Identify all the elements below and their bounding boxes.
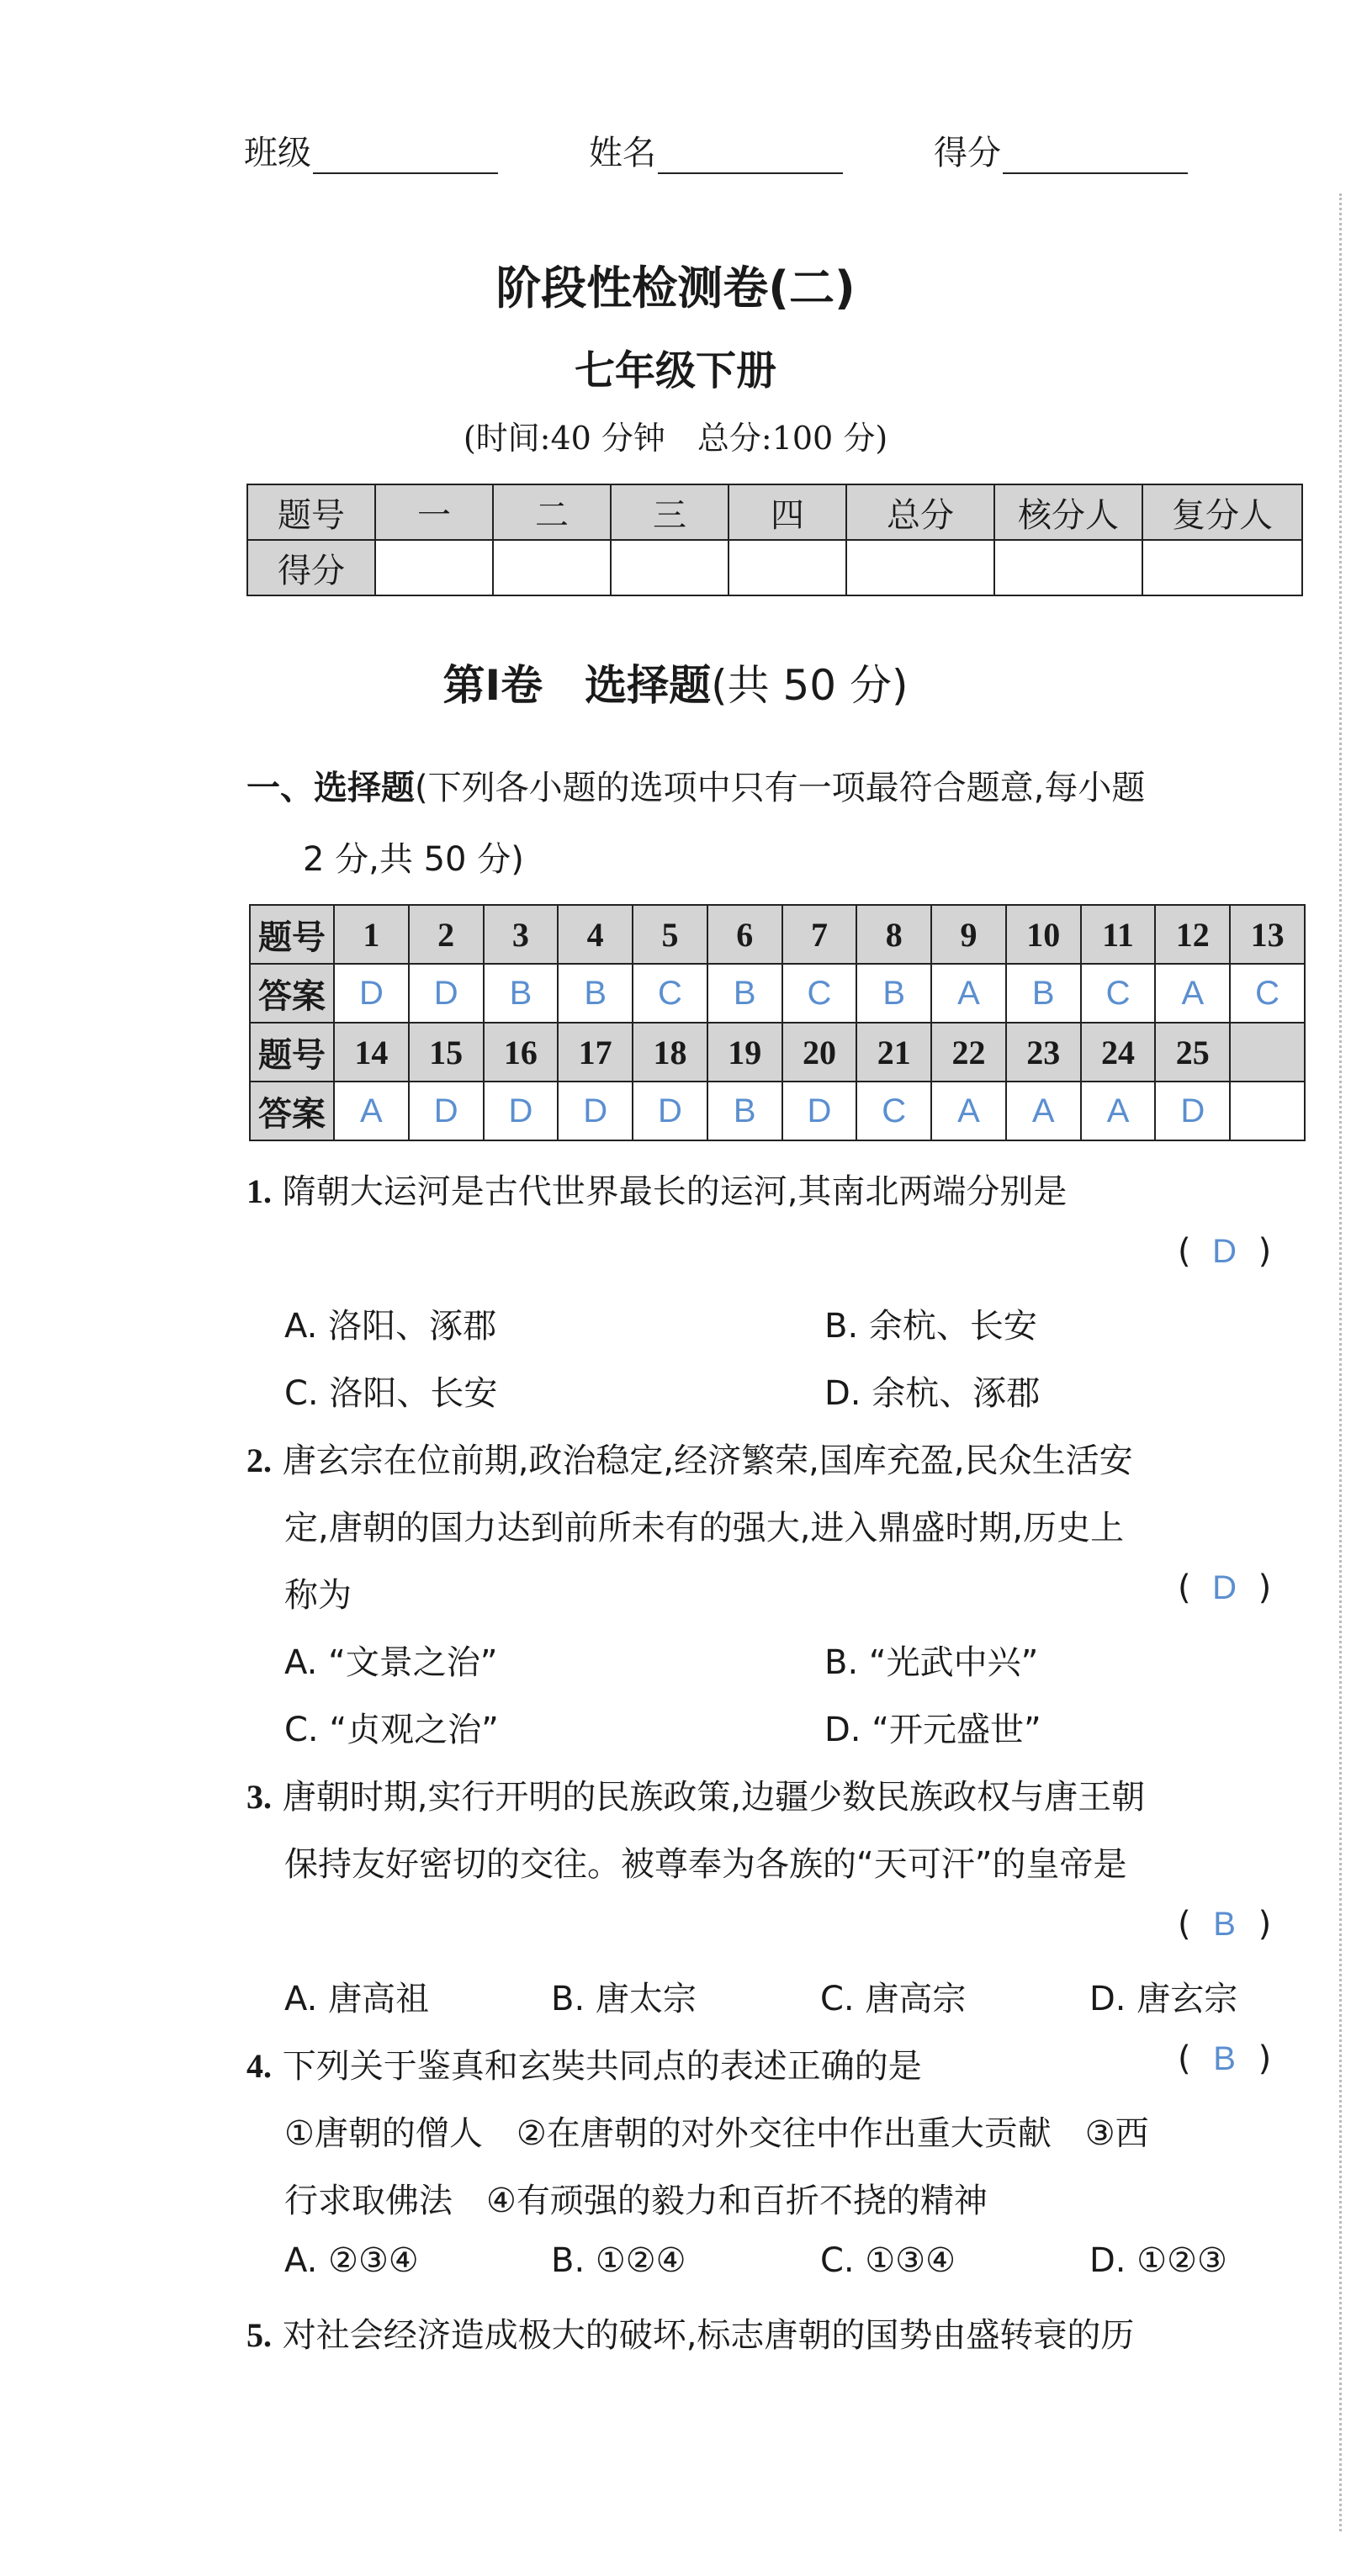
option-d: D. ①②③ bbox=[1089, 2241, 1227, 2280]
score-cell[interactable] bbox=[728, 540, 846, 595]
question-number: 23 bbox=[1006, 1023, 1081, 1082]
question-number: 19 bbox=[707, 1023, 782, 1082]
answer-cell: B bbox=[707, 1082, 782, 1140]
column-header: 复分人 bbox=[1142, 484, 1302, 540]
question-number: 3 bbox=[484, 905, 559, 964]
column-header: 三 bbox=[611, 484, 728, 540]
question-number: 1 bbox=[334, 905, 409, 964]
answer-cell: B bbox=[1006, 964, 1081, 1023]
question-number: 16 bbox=[484, 1023, 559, 1082]
question-text: 下列关于鉴真和玄奘共同点的表述正确的是 bbox=[282, 2047, 922, 2086]
answer-cell: A bbox=[1155, 964, 1230, 1023]
question-number: 1. bbox=[246, 1172, 272, 1210]
answer-cell: C bbox=[633, 964, 707, 1023]
question-5-line-1 bbox=[246, 2309, 1134, 2356]
answer-value: D bbox=[1212, 1233, 1237, 1270]
name-label: 姓名 bbox=[589, 134, 656, 172]
answer-cell: D bbox=[409, 964, 484, 1023]
answer-cell: A bbox=[931, 964, 1006, 1023]
row-header: 题号 bbox=[247, 484, 375, 540]
answer-table-number-row bbox=[250, 905, 1305, 964]
answer-table bbox=[249, 904, 1306, 1141]
column-header: 二 bbox=[493, 484, 611, 540]
question-number: 18 bbox=[633, 1023, 707, 1082]
row-header: 得分 bbox=[247, 540, 375, 595]
answer-bracket: ( D ) bbox=[1178, 1568, 1272, 1607]
row-label: 题号 bbox=[250, 1023, 334, 1082]
column-header: 核分人 bbox=[994, 484, 1142, 540]
option-d: D. 唐玄宗 bbox=[1089, 1980, 1238, 2018]
answer-cell: A bbox=[1081, 1082, 1156, 1140]
question-text: 隋朝大运河是古代世界最长的运河,其南北两端分别是 bbox=[282, 1172, 1068, 1211]
class-field[interactable] bbox=[244, 126, 498, 174]
question-2-line-2: 定,唐朝的国力达到前所未有的强大,进入鼎盛时期,历史上 bbox=[284, 1509, 1125, 1547]
question-number: 2. bbox=[246, 1441, 272, 1479]
question-2-line-1 bbox=[246, 1434, 1133, 1482]
class-label: 班级 bbox=[244, 134, 311, 172]
question-number: 5. bbox=[246, 2316, 272, 2354]
answer-value: D bbox=[1212, 1569, 1237, 1606]
answer-cell: D bbox=[334, 964, 409, 1023]
question-number: 25 bbox=[1155, 1023, 1230, 1082]
answer-cell: A bbox=[334, 1082, 409, 1140]
part-instruction-line1: (下列各小题的选项中只有一项最符合题意,每小题 bbox=[415, 769, 1146, 807]
score-table-header-row bbox=[247, 484, 1302, 540]
column-header: 总分 bbox=[846, 484, 994, 540]
score-blank[interactable] bbox=[1003, 135, 1188, 174]
column-header: 四 bbox=[728, 484, 846, 540]
question-number: 4 bbox=[558, 905, 633, 964]
question-4-line-2: ①唐朝的僧人 ②在唐朝的对外交往中作出重大贡献 ③西 bbox=[284, 2114, 1149, 2153]
empty-cell bbox=[1230, 1082, 1305, 1140]
question-1-line-1 bbox=[246, 1165, 1067, 1213]
answer-cell: D bbox=[633, 1082, 707, 1140]
answer-cell: C bbox=[1081, 964, 1156, 1023]
answer-cell: B bbox=[558, 964, 633, 1023]
question-4-line-1 bbox=[246, 2039, 922, 2087]
option-a: A. “文景之治” bbox=[284, 1643, 498, 1682]
answer-table-answer-row bbox=[250, 1082, 1305, 1140]
question-number: 13 bbox=[1230, 905, 1305, 964]
answer-cell: B bbox=[484, 964, 559, 1023]
answer-value: B bbox=[1213, 2040, 1236, 2077]
name-field[interactable] bbox=[589, 126, 843, 174]
question-number: 11 bbox=[1081, 905, 1156, 964]
question-number: 8 bbox=[856, 905, 931, 964]
section-title bbox=[0, 652, 1351, 712]
question-number: 24 bbox=[1081, 1023, 1156, 1082]
answer-cell: D bbox=[1155, 1082, 1230, 1140]
question-number: 22 bbox=[931, 1023, 1006, 1082]
row-label: 题号 bbox=[250, 905, 334, 964]
score-cell[interactable] bbox=[846, 540, 994, 595]
score-cell[interactable] bbox=[1142, 540, 1302, 595]
row-label: 答案 bbox=[250, 964, 334, 1023]
option-c: C. “贞观之治” bbox=[284, 1711, 499, 1749]
option-b: B. “光武中兴” bbox=[824, 1643, 1039, 1682]
question-number: 4. bbox=[246, 2047, 272, 2085]
score-field[interactable] bbox=[934, 126, 1188, 174]
option-c: C. 洛阳、长安 bbox=[284, 1374, 498, 1413]
answer-cell: C bbox=[856, 1082, 931, 1140]
score-table-score-row bbox=[247, 540, 1302, 595]
option-d: D. 余杭、涿郡 bbox=[824, 1374, 1041, 1413]
question-number: 5 bbox=[633, 905, 707, 964]
question-3-line-2: 保持友好密切的交往。被尊奉为各族的“天可汗”的皇帝是 bbox=[284, 1845, 1127, 1884]
question-4-line-3: 行求取佛法 ④有顽强的毅力和百折不挠的精神 bbox=[284, 2182, 988, 2220]
answer-cell: C bbox=[782, 964, 857, 1023]
score-cell[interactable] bbox=[611, 540, 728, 595]
time-info: (时间:40 分钟 总分:100 分) bbox=[463, 420, 888, 457]
section-title-main: 第Ⅰ卷 选择题 bbox=[442, 661, 712, 710]
part-instruction bbox=[246, 761, 1323, 809]
option-b: B. 余杭、长安 bbox=[824, 1307, 1037, 1346]
score-label: 得分 bbox=[934, 134, 1001, 172]
option-a: A. ②③④ bbox=[284, 2241, 419, 2280]
question-number: 17 bbox=[558, 1023, 633, 1082]
answer-bracket: ( B ) bbox=[1178, 2039, 1272, 2078]
question-number: 20 bbox=[782, 1023, 857, 1082]
answer-table-answer-row bbox=[250, 964, 1305, 1023]
question-text: 对社会经济造成极大的破坏,标志唐朝的国势由盛转衰的历 bbox=[282, 2316, 1135, 2355]
answer-cell: A bbox=[1006, 1082, 1081, 1140]
option-c: C. 唐高宗 bbox=[820, 1980, 967, 2018]
answer-cell: C bbox=[1230, 964, 1305, 1023]
answer-table-number-row bbox=[250, 1023, 1305, 1082]
option-a: A. 洛阳、涿郡 bbox=[284, 1307, 497, 1346]
exam-title: 阶段性检测卷(二) bbox=[495, 262, 856, 315]
question-2-line-3: 称为 bbox=[284, 1576, 352, 1615]
answer-cell: D bbox=[558, 1082, 633, 1140]
question-number: 12 bbox=[1155, 905, 1230, 964]
column-header: 一 bbox=[375, 484, 493, 540]
question-text: 唐朝时期,实行开明的民族政策,边疆少数民族政权与唐王朝 bbox=[282, 1778, 1146, 1817]
answer-cell: B bbox=[856, 964, 931, 1023]
answer-cell: D bbox=[782, 1082, 857, 1140]
question-number: 14 bbox=[334, 1023, 409, 1082]
exam-subtitle: 七年级下册 bbox=[574, 347, 776, 394]
option-d: D. “开元盛世” bbox=[824, 1711, 1041, 1749]
question-number: 2 bbox=[409, 905, 484, 964]
option-b: B. ①②④ bbox=[551, 2241, 686, 2280]
option-c: C. ①③④ bbox=[820, 2241, 956, 2280]
question-text: 唐玄宗在位前期,政治稳定,经济繁荣,国库充盈,民众生活安 bbox=[282, 1441, 1133, 1480]
empty-cell bbox=[1230, 1023, 1305, 1082]
option-b: B. 唐太宗 bbox=[551, 1980, 697, 2018]
question-number: 9 bbox=[931, 905, 1006, 964]
question-number: 21 bbox=[856, 1023, 931, 1082]
part-label: 一、选择题 bbox=[246, 769, 415, 807]
answer-cell: A bbox=[931, 1082, 1006, 1140]
answer-cell: D bbox=[484, 1082, 559, 1140]
question-3-line-1 bbox=[246, 1770, 1145, 1818]
answer-value: B bbox=[1213, 1906, 1236, 1943]
question-number: 15 bbox=[409, 1023, 484, 1082]
score-cell[interactable] bbox=[493, 540, 611, 595]
name-blank[interactable] bbox=[658, 135, 843, 174]
answer-cell: D bbox=[409, 1082, 484, 1140]
option-a: A. 唐高祖 bbox=[284, 1980, 430, 2018]
score-cell[interactable] bbox=[994, 540, 1142, 595]
answer-bracket: ( B ) bbox=[1178, 1905, 1272, 1944]
score-cell[interactable] bbox=[375, 540, 493, 595]
class-blank[interactable] bbox=[313, 135, 498, 174]
answer-cell: B bbox=[707, 964, 782, 1023]
answer-bracket: ( D ) bbox=[1178, 1232, 1272, 1271]
section-title-score: (共 50 分) bbox=[711, 661, 909, 710]
part-instruction-line2: 2 分,共 50 分) bbox=[303, 840, 524, 879]
row-label: 答案 bbox=[250, 1082, 334, 1140]
student-info-row bbox=[244, 126, 1304, 193]
score-table bbox=[246, 484, 1303, 596]
page-edge-dots bbox=[1339, 193, 1344, 2531]
question-number: 6 bbox=[707, 905, 782, 964]
question-number: 7 bbox=[782, 905, 857, 964]
question-number: 10 bbox=[1006, 905, 1081, 964]
question-number: 3. bbox=[246, 1778, 272, 1816]
